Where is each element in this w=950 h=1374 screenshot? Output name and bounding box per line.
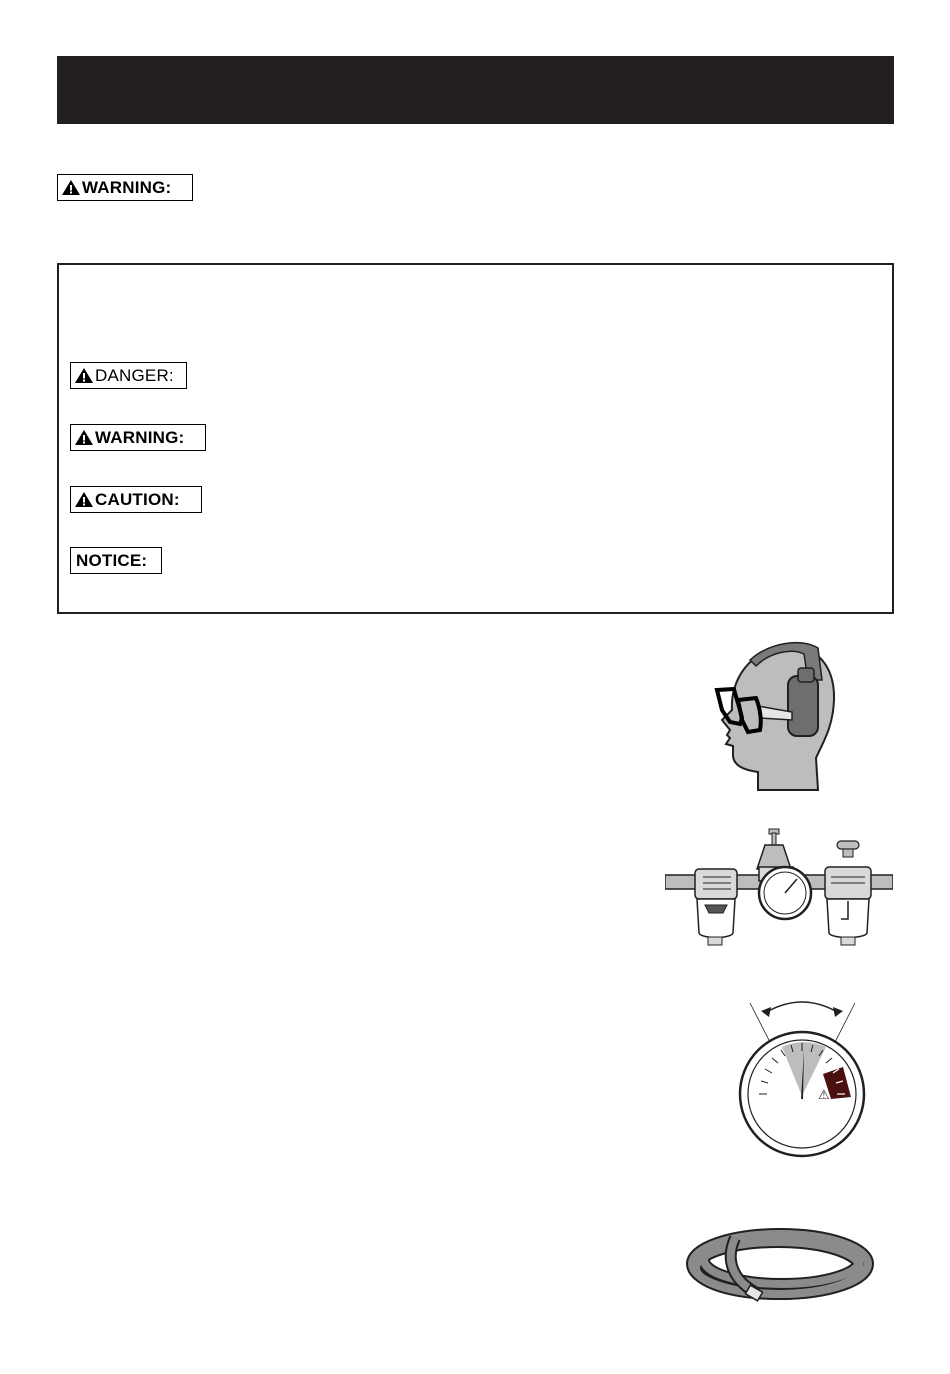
head-with-safety-glasses-and-earmuffs-icon <box>700 640 845 795</box>
pressure-gauge-icon <box>735 995 870 1160</box>
gauge-warning-symbol: ⚠ <box>818 1088 830 1103</box>
warning-triangle-icon <box>74 429 94 446</box>
danger-label: DANGER: <box>70 362 187 389</box>
header-bar <box>57 56 894 124</box>
caution-label: CAUTION: <box>70 486 202 513</box>
top-warning-label: WARNING: <box>57 174 193 201</box>
notice-label: NOTICE: <box>70 547 162 574</box>
warning-triangle-icon <box>74 367 94 384</box>
warning-triangle-icon <box>74 491 94 508</box>
filter-regulator-lubricator-icon <box>665 827 893 949</box>
warning-label: WARNING: <box>70 424 206 451</box>
coiled-air-hose-icon <box>685 1210 875 1310</box>
warning-triangle-icon <box>61 179 81 196</box>
